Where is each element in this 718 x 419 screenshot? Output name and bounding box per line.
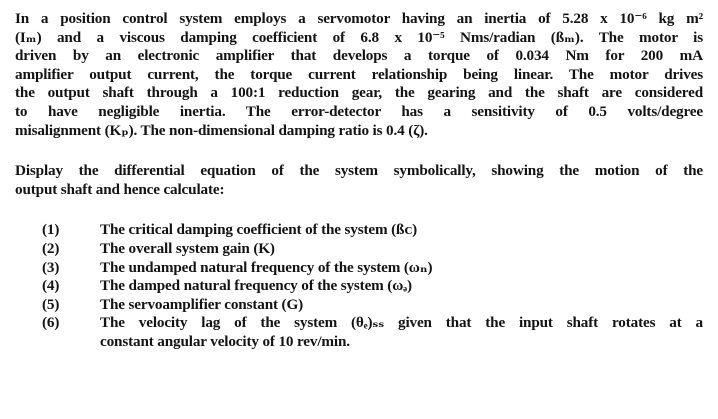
question-line: The critical damping coefficient of the system (ßᴄ) bbox=[100, 221, 418, 239]
question-line: The damped natural frequency of the system (ωₔ) bbox=[100, 277, 412, 295]
question-item bbox=[15, 314, 703, 351]
problem-line: (Iₘ) and a viscous damping coefficient of 6.8 x 10⁻⁵ Nms/radian (ßₘ). The motor is bbox=[15, 28, 703, 46]
question-item bbox=[15, 277, 703, 296]
question-item bbox=[15, 240, 703, 259]
question-number: (6) bbox=[42, 314, 60, 332]
problem-line: amplifier output current, the torque current relationship being linear. The motor drives bbox=[15, 65, 703, 83]
question-item bbox=[15, 221, 703, 240]
question-line: The velocity lag of the system (θₑ)ₛₛ given that the input shaft rotates at a bbox=[100, 314, 703, 332]
question-line: The undamped natural frequency of the system (ωₙ) bbox=[100, 258, 433, 276]
question-text bbox=[100, 259, 703, 278]
question-item bbox=[15, 296, 703, 315]
question-list bbox=[15, 221, 703, 351]
question-number: (3) bbox=[42, 258, 60, 276]
task-line: Display the differential equation of the system symbolically, showing the motion of the bbox=[15, 162, 703, 180]
question-line: constant angular velocity of 10 rev/min. bbox=[100, 332, 350, 350]
question-text bbox=[100, 221, 703, 240]
problem-line: to have negligible inertia. The error-detector has a sensitivity of 0.5 volts/degree bbox=[15, 102, 703, 120]
question-text bbox=[100, 296, 703, 315]
task-statement bbox=[15, 162, 703, 199]
problem-line: driven by an electronic amplifier that develops a torque of 0.034 Nm for 200 mA bbox=[15, 47, 703, 65]
problem-line: In a position control system employs a servomotor having an inertia of 5.28 x 10⁻⁶ kg m² bbox=[15, 10, 703, 27]
question-text bbox=[100, 240, 703, 259]
task-line: output shaft and hence calculate: bbox=[15, 180, 225, 198]
question-number: (2) bbox=[42, 239, 60, 257]
problem-line: the output shaft through a 100:1 reduction gear, the gearing and the shaft are considered bbox=[15, 84, 703, 102]
question-text bbox=[100, 277, 703, 296]
question-number: (1) bbox=[42, 221, 60, 239]
question-number: (4) bbox=[42, 277, 60, 295]
problem-statement bbox=[15, 10, 703, 140]
question-line: The servoamplifier constant (G) bbox=[100, 295, 304, 313]
question-number: (5) bbox=[42, 295, 60, 313]
problem-line: misalignment (Kₚ). The non-dimensional damping ratio is 0.4 (ζ). bbox=[15, 121, 428, 139]
question-text bbox=[100, 314, 703, 351]
question-line: The overall system gain (K) bbox=[100, 239, 275, 257]
question-item bbox=[15, 259, 703, 278]
